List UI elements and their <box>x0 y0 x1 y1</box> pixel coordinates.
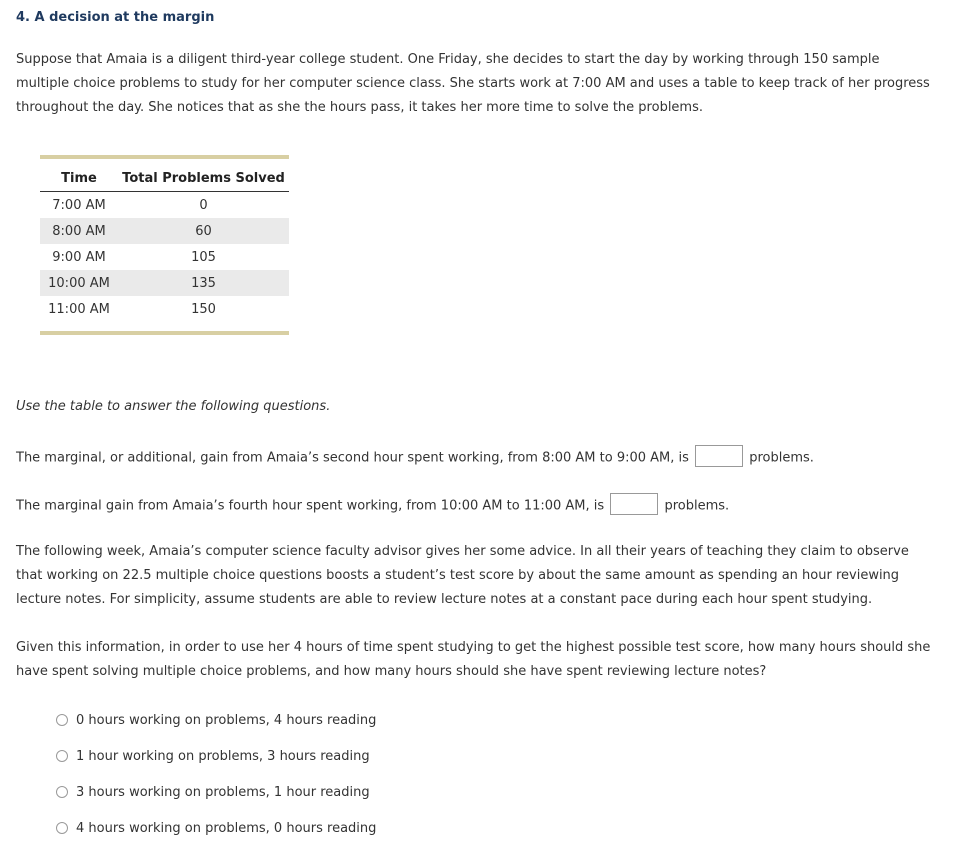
cell-total: 105 <box>191 249 216 265</box>
section-heading: 4. A decision at the margin <box>16 10 215 25</box>
radio-button[interactable] <box>56 822 68 834</box>
cell-total: 60 <box>118 218 289 244</box>
cell-total: 0 <box>199 197 208 213</box>
progress-table <box>40 165 289 322</box>
question-2 <box>16 495 729 517</box>
question-2-unit: problems. <box>664 498 730 514</box>
header-time: Time <box>40 165 118 192</box>
table-row <box>40 192 289 219</box>
option-4-0[interactable] <box>56 810 376 846</box>
question-1-unit: problems. <box>749 450 814 466</box>
option-1-3[interactable] <box>56 738 376 774</box>
cell-time: 7:00 AM <box>52 197 106 213</box>
cell-total: 135 <box>118 270 289 296</box>
radio-button[interactable] <box>56 786 68 798</box>
allocation-question: Given this information, in order to use her 4 hours of time spent studying to get the highest possible test score, how many hours should she have spent solving multiple choice problems, and how many hours should she have spent reviewing lecture notes? <box>16 640 931 679</box>
radio-button[interactable] <box>56 750 68 762</box>
answer-input-fourth-hour[interactable] <box>610 493 658 515</box>
intro-paragraph: Suppose that Amaia is a diligent third-year college student. One Friday, she decides to start the day by working through 150 sample multiple choice problems to study for her computer science class. She starts work at 7:00 AM and uses a table to keep track of her progress throughout the day. She notices that as she the hours pass, it takes her more time to solve the problems. <box>16 52 930 115</box>
cell-time: 11:00 AM <box>48 301 110 317</box>
table-header-row <box>40 165 289 192</box>
question-1-text: The marginal, or additional, gain from Amaia’s second hour spent working, from 8:00 AM to 9:00 AM, is <box>16 450 689 466</box>
instruction-text: Use the table to answer the following questions. <box>16 399 331 414</box>
question-2-text: The marginal gain from Amaia’s fourth hour spent working, from 10:00 AM to 11:00 AM, is <box>16 498 605 514</box>
option-3-1[interactable] <box>56 774 376 810</box>
table-row <box>40 296 289 322</box>
table-row <box>40 244 289 270</box>
table-row <box>40 218 289 244</box>
cell-time: 8:00 AM <box>40 218 118 244</box>
option-label: 0 hours working on problems, 4 hours reading <box>76 712 377 728</box>
header-total-problems: Total Problems Solved <box>118 165 289 192</box>
answer-options <box>56 702 376 846</box>
option-label: 4 hours working on problems, 0 hours reading <box>76 820 377 836</box>
question-1 <box>16 447 814 469</box>
table-row <box>40 270 289 296</box>
progress-table-container <box>40 155 289 335</box>
cell-time: 10:00 AM <box>40 270 118 296</box>
option-label: 1 hour working on problems, 3 hours reading <box>76 748 370 764</box>
radio-button[interactable] <box>56 714 68 726</box>
cell-time: 9:00 AM <box>52 249 106 265</box>
option-0-4[interactable] <box>56 702 376 738</box>
answer-input-second-hour[interactable] <box>695 445 743 467</box>
cell-total: 150 <box>191 301 216 317</box>
option-label: 3 hours working on problems, 1 hour reading <box>76 784 370 800</box>
advice-paragraph: The following week, Amaia’s computer science faculty advisor gives her some advice. In all their years of teaching they claim to observe that working on 22.5 multiple choice questions boosts a student’s test score by about the same amount as spending an hour reviewing lecture notes. For simplicity, assume students are able to review lecture notes at a constant pace during each hour spent studying. <box>16 544 909 607</box>
